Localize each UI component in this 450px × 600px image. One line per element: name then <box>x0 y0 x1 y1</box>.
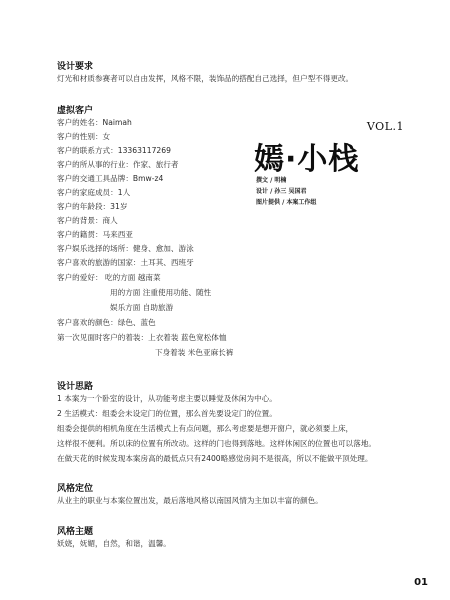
brand-block <box>254 120 404 210</box>
design-idea-line-1: 1 本案为一个卧室的设计，从功能考虑主要以睡觉及休闲为中心。 <box>57 394 277 403</box>
client-hobby-use: 用的方面 注重使用功能、随性 <box>110 288 212 297</box>
client-family: 客户的家庭成员：1人 <box>57 188 131 197</box>
brand-logo: 嫣·小栈 <box>254 142 360 177</box>
client-first-meet: 第一次见面时客户的着装：上衣着装 蓝色宽松体恤 <box>57 333 227 342</box>
design-idea-line-2: 2 生活模式：组委会未设定门的位置，那么首先要设定门的位置。 <box>57 409 277 418</box>
client-age: 客户的年龄段：31岁 <box>57 202 128 211</box>
client-first-meet-pants: 下身着装 米色亚麻长裤 <box>155 348 234 357</box>
client-contact: 客户的联系方式：13363117269 <box>57 146 171 155</box>
client-travel: 客户喜欢的旅游的国家：土耳其、西班牙 <box>57 258 194 267</box>
client-hobby-food: 客户的爱好： 吃的方面 越南菜 <box>57 273 161 282</box>
style-theme-text: 妖娆，妩媚，自然，和谐，温馨。 <box>57 539 171 548</box>
credit-design: 设计 / 孙三 吴国君 <box>256 188 307 195</box>
credit-writer: 撰文 / 明楠 <box>256 177 287 184</box>
design-requirements-text: 灯光和材质参赛者可以自由发挥，风格不限，装饰品的搭配自己选择，但户型不得更改。 <box>57 74 354 83</box>
client-vehicle: 客户的交通工具品牌：Bmw-z4 <box>57 174 164 183</box>
design-idea-line-4: 这样很不便利。所以床的位置有所改动。这样的门也得到落地。这样休闲区的位置也可以落地。 <box>57 439 376 448</box>
design-idea-line-5: 在做天花的时候发现本案房高的最低点只有2400略感觉房间不是很高，所以不能做平顶处理。 <box>57 454 373 463</box>
virtual-client-heading: 虚拟客户 <box>57 106 94 116</box>
design-idea-line-3: 组委会提供的相机角度在生活模式上有点问题，那么考虑要是想开窗户，就必须要上床， <box>57 424 354 433</box>
credit-photos: 图片提供 / 本案工作组 <box>256 199 317 206</box>
style-theme-heading: 风格主题 <box>57 527 94 537</box>
volume-label: VOL.1 <box>366 120 404 133</box>
style-position-text: 从业主的职业与本案位置出发，最后落地风格以南国风情为主加以丰富的颜色。 <box>57 496 323 505</box>
design-requirements-heading: 设计要求 <box>57 62 94 72</box>
client-name: 客户的姓名：Naimah <box>57 118 132 127</box>
page-number: 01 <box>414 577 428 588</box>
client-industry: 客户的所从事的行业：作家、旅行者 <box>57 160 179 169</box>
style-position-heading: 风格定位 <box>57 484 94 494</box>
client-hobby-fun: 娱乐方面 自助旅游 <box>110 303 174 312</box>
client-background: 客户的背景：商人 <box>57 216 118 225</box>
client-origin: 客户的籍贯：马来西亚 <box>57 230 133 239</box>
client-entertainment: 客户娱乐选择的场所：健身、愈加、游泳 <box>57 244 194 253</box>
client-colors: 客户喜欢的颜色：绿色、蓝色 <box>57 318 156 327</box>
design-idea-heading: 设计思路 <box>57 382 94 392</box>
client-gender: 客户的性别：女 <box>57 132 111 141</box>
